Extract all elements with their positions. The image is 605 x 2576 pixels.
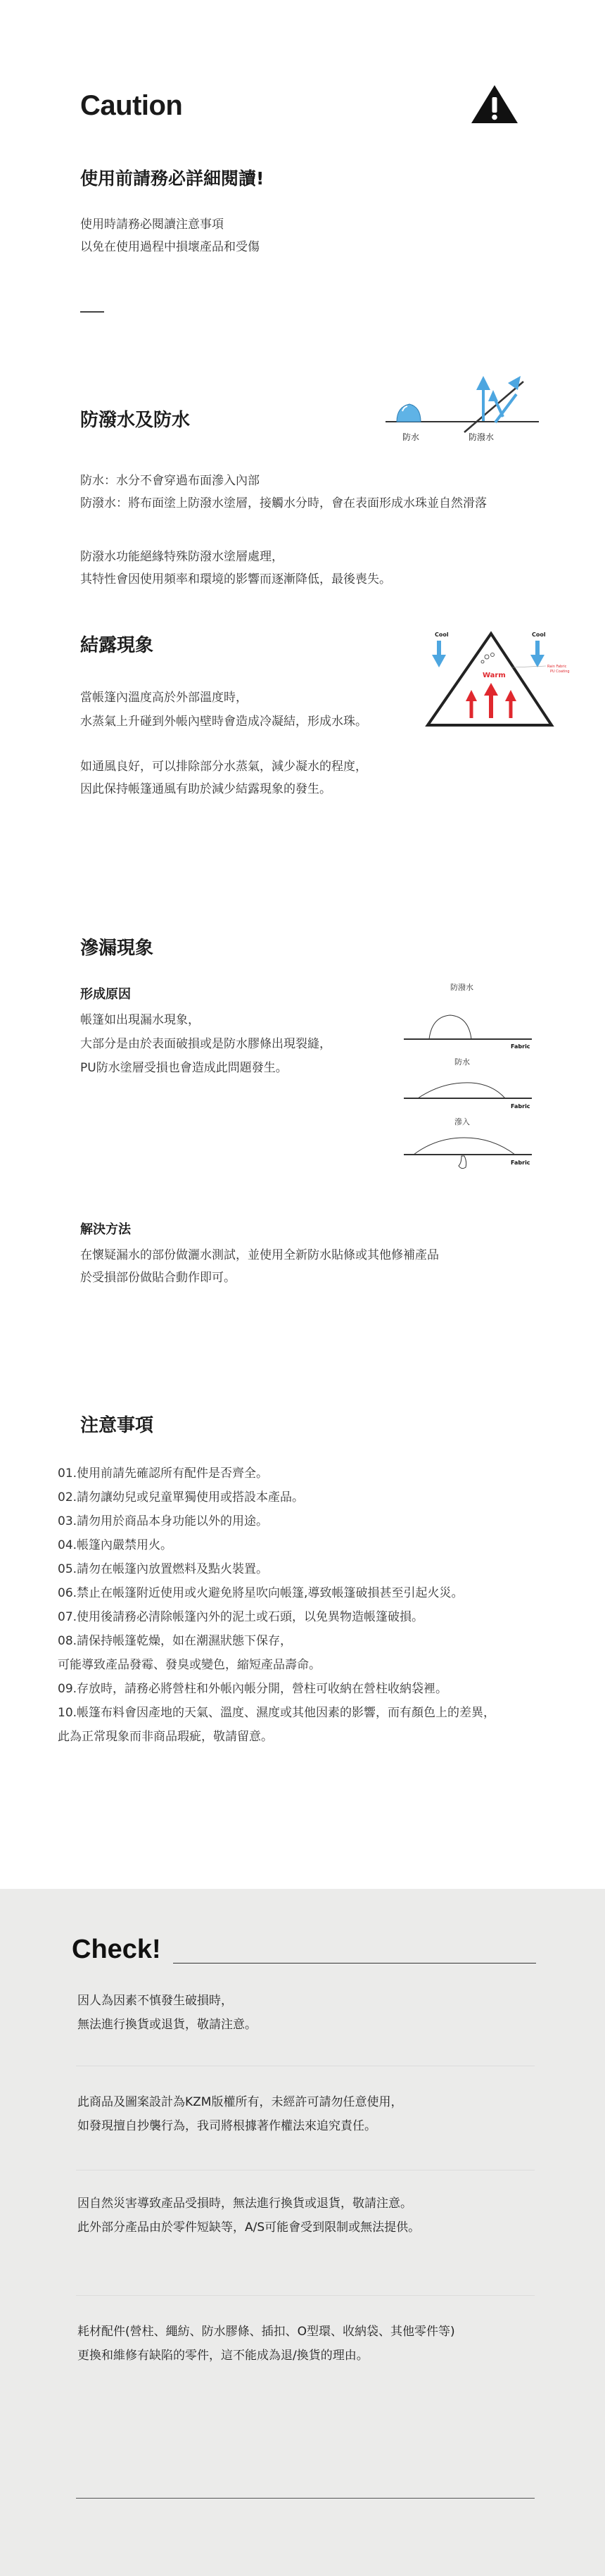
- waterproof-title: 防潑水及防水: [80, 410, 191, 431]
- leakage-cause-line-3: PU防水塗層受損也會造成此問題發生。: [80, 1061, 288, 1075]
- svg-text:滲入: 滲入: [454, 1117, 470, 1126]
- waterproof-line-1: 防水：水分不會穿過布面滲入內部: [80, 474, 260, 488]
- waterproof-note-2: 其特性會因使用頻率和環境的影響而逐漸降低，最後喪失。: [80, 572, 391, 586]
- water-repellent-label: 防潑水: [469, 432, 495, 442]
- check-block-4-line-1: 耗材配件(營柱、繩紡、防水膠條、插扣、O型環、收納袋、其他零件等): [77, 2325, 455, 2339]
- intro-line-2: 以免在使用過程中損壞產品和受傷: [80, 240, 260, 254]
- list-item: 04.帳篷內嚴禁用火。: [58, 1538, 173, 1552]
- list-item: 10.帳篷布料會因產地的天氣、溫度、濕度或其他因素的影響，而有顏色上的差異，: [58, 1706, 496, 1720]
- list-item: 08.請保持帳篷乾燥，如在潮濕狀態下保存，: [58, 1634, 293, 1648]
- notice-title: 注意事項: [80, 1415, 154, 1436]
- condensation-line-2: 水蒸氣上升碰到外帳內壁時會造成冷凝結，形成水珠。: [80, 715, 367, 729]
- svg-text:Fabric: Fabric: [511, 1103, 530, 1110]
- waterproof-line-2: 防潑水：將布面塗上防潑水塗層，接觸水分時，會在表面形成水珠並自然滑落: [80, 496, 487, 510]
- condensation-title: 結露現象: [80, 635, 154, 656]
- check-block-3-line-2: 此外部分產品由於零件短缺等，A/S可能會受到限制或無法提供。: [77, 2220, 421, 2235]
- svg-text:防潑水: 防潑水: [450, 983, 473, 992]
- check-block-1-line-2: 無法進行換貨或退貨，敬請注意。: [77, 2018, 257, 2032]
- svg-text:Warm: Warm: [483, 672, 506, 679]
- warning-icon: [470, 83, 519, 125]
- condensation-note-2: 因此保持帳篷通風有助於減少結露現象的發生。: [80, 782, 331, 796]
- leakage-solution-line-2: 於受損部份做貼合動作即可。: [80, 1271, 236, 1285]
- list-item: 09.存放時，請務必將營柱和外帳內帳分開，營柱可收納在營柱收納袋裡。: [58, 1682, 448, 1696]
- svg-text:防水: 防水: [454, 1057, 470, 1067]
- bottom-rule: [76, 2498, 535, 2499]
- notice-list: [58, 1462, 495, 1749]
- condensation-note-1: 如通風良好，可以排除部分水蒸氣，減少凝水的程度，: [80, 760, 367, 774]
- check-block-3-line-1: 因自然災害導致產品受損時，無法進行換貨或退貨，敬請注意。: [77, 2197, 412, 2211]
- list-item: 07.使用後請務必清除帳篷內外的泥土或石頭，以免異物造帳篷破損。: [58, 1610, 424, 1624]
- list-item: 此為正常現象而非商品瑕疵，敬請留意。: [58, 1730, 273, 1744]
- list-item: 06.禁止在帳篷附近使用或火避免將星吹向帳篷,導致帳篷破損甚至引起火災。: [58, 1586, 464, 1600]
- list-item: 02.請勿讓幼兒或兒童單獨使用或搭設本產品。: [58, 1490, 305, 1504]
- check-title-rule: [173, 1963, 536, 1964]
- condensation-line-1: 當帳篷內溫度高於外部溫度時，: [80, 691, 248, 705]
- check-block-2-line-1: 此商品及圖案設計為KZM版權所有，未經許可請勿任意使用，: [77, 2095, 403, 2109]
- leakage-cause-title: 形成原因: [80, 987, 131, 1002]
- divider: [80, 311, 104, 313]
- condensation-diagram: [414, 627, 570, 732]
- svg-text:Cool: Cool: [532, 632, 546, 638]
- svg-text:Fabric: Fabric: [511, 1043, 530, 1050]
- leakage-cause-line-2: 大部分是由於表面破損或是防水膠條出現裂縫，: [80, 1037, 331, 1051]
- list-item: 可能導致產品發霉、發臭或變色，縮短產品壽命。: [58, 1658, 321, 1672]
- list-item: 01.使用前請先確認所有配件是否齊全。: [58, 1466, 269, 1481]
- svg-text:Cool: Cool: [435, 632, 449, 638]
- leakage-diagram: [394, 981, 535, 1171]
- check-separator: [76, 2295, 535, 2296]
- svg-text:Fabric: Fabric: [511, 1160, 530, 1166]
- waterproof-note-1: 防潑水功能絕緣特殊防潑水塗層處理，: [80, 550, 284, 564]
- leakage-cause-line-1: 帳篷如出現漏水現象，: [80, 1013, 200, 1027]
- leakage-solution-line-1: 在懷疑漏水的部份做灑水測試，並使用全新防水貼條或其他修補產品: [80, 1248, 439, 1262]
- leakage-title: 滲漏現象: [80, 938, 154, 959]
- check-block-2-line-2: 如發現擅自抄襲行為，我司將根據著作權法來追究責任。: [77, 2119, 376, 2133]
- leakage-solution-title: 解決方法: [80, 1222, 131, 1237]
- svg-text:PU Coating: PU Coating: [550, 670, 570, 674]
- check-block-1-line-1: 因人為因素不慎發生破損時，: [77, 1994, 233, 2008]
- page-title: Caution: [80, 90, 183, 121]
- subtitle: 使用前請務必詳細閱讀!: [80, 168, 265, 189]
- intro-line-1: 使用時請務必閱讀注意事項: [80, 218, 224, 232]
- check-title: Check!: [72, 1935, 161, 1964]
- list-item: 05.請勿在帳篷內放置燃料及點火裝置。: [58, 1562, 269, 1576]
- list-item: 03.請勿用於商品本身功能以外的用途。: [58, 1514, 269, 1528]
- svg-text:Rain Fabric: Rain Fabric: [547, 665, 567, 669]
- check-block-4-line-2: 更換和維修有缺陷的零件，這不能成為退/換貨的理由。: [77, 2349, 369, 2363]
- waterproof-label: 防水: [402, 432, 420, 442]
